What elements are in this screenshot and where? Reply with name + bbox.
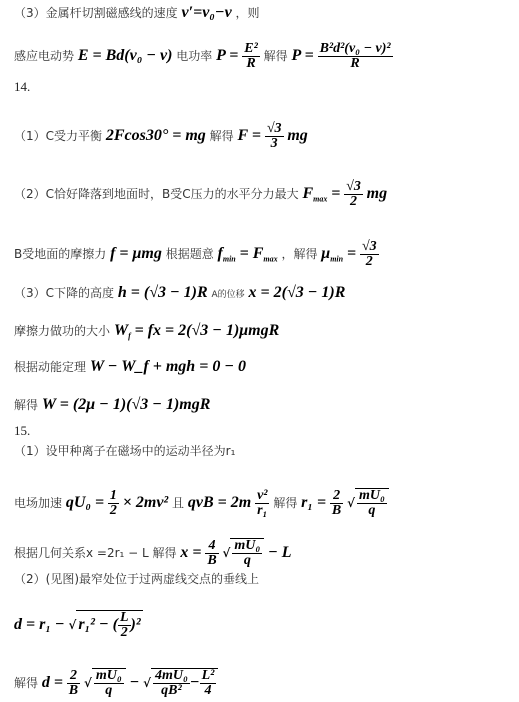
line-emf-power	[14, 42, 393, 71]
text: （2）C恰好降落到地面时，B受C压力的水平分力最大	[14, 187, 299, 201]
text: A的位移	[211, 290, 245, 300]
fraction	[94, 669, 124, 698]
equation: qvB = 2m	[187, 494, 252, 511]
line-energy-theorem	[14, 360, 246, 374]
denominator: 2	[120, 625, 128, 640]
text: 解得	[14, 398, 39, 412]
subscript: max	[313, 194, 328, 204]
equation: mg	[287, 127, 308, 144]
fraction	[232, 539, 262, 568]
line-narrowest	[14, 572, 259, 586]
equation: = fx = 2(√3 − 1)μmgR	[134, 322, 280, 339]
subscript: min	[330, 254, 344, 264]
text: 解得	[263, 49, 288, 63]
line-work-friction	[14, 324, 279, 343]
denominator: R	[246, 56, 256, 71]
fraction	[318, 42, 393, 71]
radical-sign: √	[68, 618, 77, 632]
numerator: mU₀	[358, 488, 385, 503]
equation: qU₀ =	[65, 494, 105, 511]
text: 解得	[273, 496, 298, 510]
numerator: 1	[109, 488, 117, 503]
numerator: L	[119, 610, 129, 625]
numerator: mU₀	[234, 538, 261, 553]
fraction	[118, 611, 131, 640]
text: 解得	[209, 129, 234, 143]
fraction	[108, 489, 119, 518]
line-radius-def	[14, 444, 235, 458]
text: （3）C下降的高度	[14, 286, 115, 300]
numerator: 4mU₀	[155, 668, 188, 683]
radical-sign: √	[143, 676, 151, 690]
fraction	[265, 122, 284, 151]
equation: r₁² − (	[78, 616, 118, 633]
text: 且	[172, 496, 185, 510]
fraction	[205, 539, 218, 568]
text: 电场加速	[14, 496, 63, 510]
numerator: B²d²(v₀ − v)²	[319, 41, 391, 56]
equation: × 2mv²	[122, 494, 169, 511]
equation: = F	[239, 245, 264, 262]
numerator: v²	[257, 488, 268, 503]
equation: d = r₁ −	[14, 616, 65, 633]
radical-sign: √	[222, 546, 231, 560]
text: （1）C受力平衡	[14, 129, 103, 143]
text: 摩擦力做功的大小	[14, 324, 111, 338]
fraction	[330, 489, 343, 518]
numerator: E²	[244, 41, 258, 56]
equation: r₁ =	[301, 494, 327, 511]
line-friction	[14, 240, 379, 269]
equation: =	[331, 185, 341, 202]
text: （2）(见图)最窄处位于过两虚线交点的垂线上	[14, 572, 259, 586]
line-result-distance	[14, 668, 218, 698]
equation: W = (2μ − 1)(√3 − 1)mgR	[41, 396, 211, 413]
equation: f = μmg	[110, 245, 162, 262]
text: 根据题意	[165, 247, 214, 261]
line-balance	[14, 122, 308, 151]
denominator: q	[243, 553, 251, 568]
text: （1）设甲种离子在磁场中的运动半径为r₁	[14, 444, 236, 458]
numerator: L²	[201, 668, 215, 683]
equation: )²	[130, 616, 141, 633]
fraction	[255, 489, 269, 518]
denominator: 2	[350, 194, 357, 209]
equation: −	[129, 674, 140, 691]
equation: −	[189, 674, 200, 691]
numerator: 2	[67, 669, 80, 684]
line-distance	[14, 610, 143, 640]
fraction	[357, 489, 387, 518]
question-number-14: 14.	[14, 79, 31, 94]
denominator: B	[331, 503, 342, 518]
numerator: √3	[361, 239, 377, 254]
fraction	[344, 180, 363, 209]
numerator: √3	[266, 121, 282, 136]
equation: P =	[216, 47, 239, 64]
line-height	[14, 286, 345, 302]
equation: =	[346, 245, 357, 262]
text: 电功率	[176, 49, 213, 63]
equation: E = Bd(v₀ − v)	[77, 47, 173, 64]
denominator: 2	[109, 503, 117, 518]
line-max-force	[14, 180, 387, 209]
text: 根据几何关系x =2r₁ − L 解得	[14, 546, 177, 560]
equation: F	[302, 185, 314, 202]
equation: x = 2(√3 − 1)R	[248, 284, 346, 301]
text: （3）金属杆切割磁感线的速度	[14, 6, 178, 20]
text: 感应电动势	[14, 49, 75, 63]
denominator: r₁	[257, 503, 268, 518]
equation: P =	[291, 47, 314, 64]
equation: F =	[237, 127, 261, 144]
equation: mg	[366, 185, 388, 202]
denominator: B	[207, 553, 217, 568]
question-number-15: 15.	[14, 423, 31, 438]
text: 根据动能定理	[14, 360, 87, 374]
numerator: √3	[346, 179, 361, 194]
equation: d =	[41, 674, 63, 691]
fraction	[153, 669, 190, 698]
line-velocity	[14, 6, 260, 20]
text: 解得	[14, 676, 39, 690]
equation: x =	[180, 544, 202, 561]
numerator: mU₀	[95, 668, 122, 683]
subscript: max	[263, 254, 278, 264]
denominator: B	[68, 683, 79, 698]
radical-sign: √	[347, 496, 355, 510]
denominator: 3	[270, 136, 278, 151]
denominator: q	[368, 503, 376, 518]
equation: − L	[268, 544, 292, 561]
line-geometry	[14, 538, 292, 568]
fraction	[67, 669, 80, 698]
denominator: 2	[365, 254, 373, 269]
subscript: f	[128, 331, 131, 341]
equation: 2Fcos30° = mg	[105, 127, 206, 144]
text: ，则	[235, 6, 260, 20]
denominator: qB²	[161, 683, 182, 698]
fraction	[360, 240, 379, 269]
subscript: min	[222, 254, 236, 264]
line-acceleration	[14, 488, 389, 518]
equation: f	[217, 245, 223, 262]
equation: W	[113, 322, 129, 339]
fraction	[200, 669, 217, 698]
numerator: 4	[205, 539, 218, 554]
denominator: R	[350, 56, 360, 71]
denominator: q	[105, 683, 113, 698]
equation: μ	[321, 245, 331, 262]
equation: v′=v₀−v	[181, 4, 232, 21]
equation: W − W_f + mgh = 0 − 0	[89, 358, 247, 375]
text: B受地面的摩擦力	[14, 247, 107, 261]
line-result-work	[14, 398, 210, 412]
fraction	[242, 42, 260, 71]
equation: h = (√3 − 1)R	[117, 284, 208, 301]
text: ，解得	[281, 247, 318, 261]
numerator: 2	[330, 489, 343, 504]
denominator: 4	[204, 683, 212, 698]
radical-sign: √	[83, 676, 92, 690]
